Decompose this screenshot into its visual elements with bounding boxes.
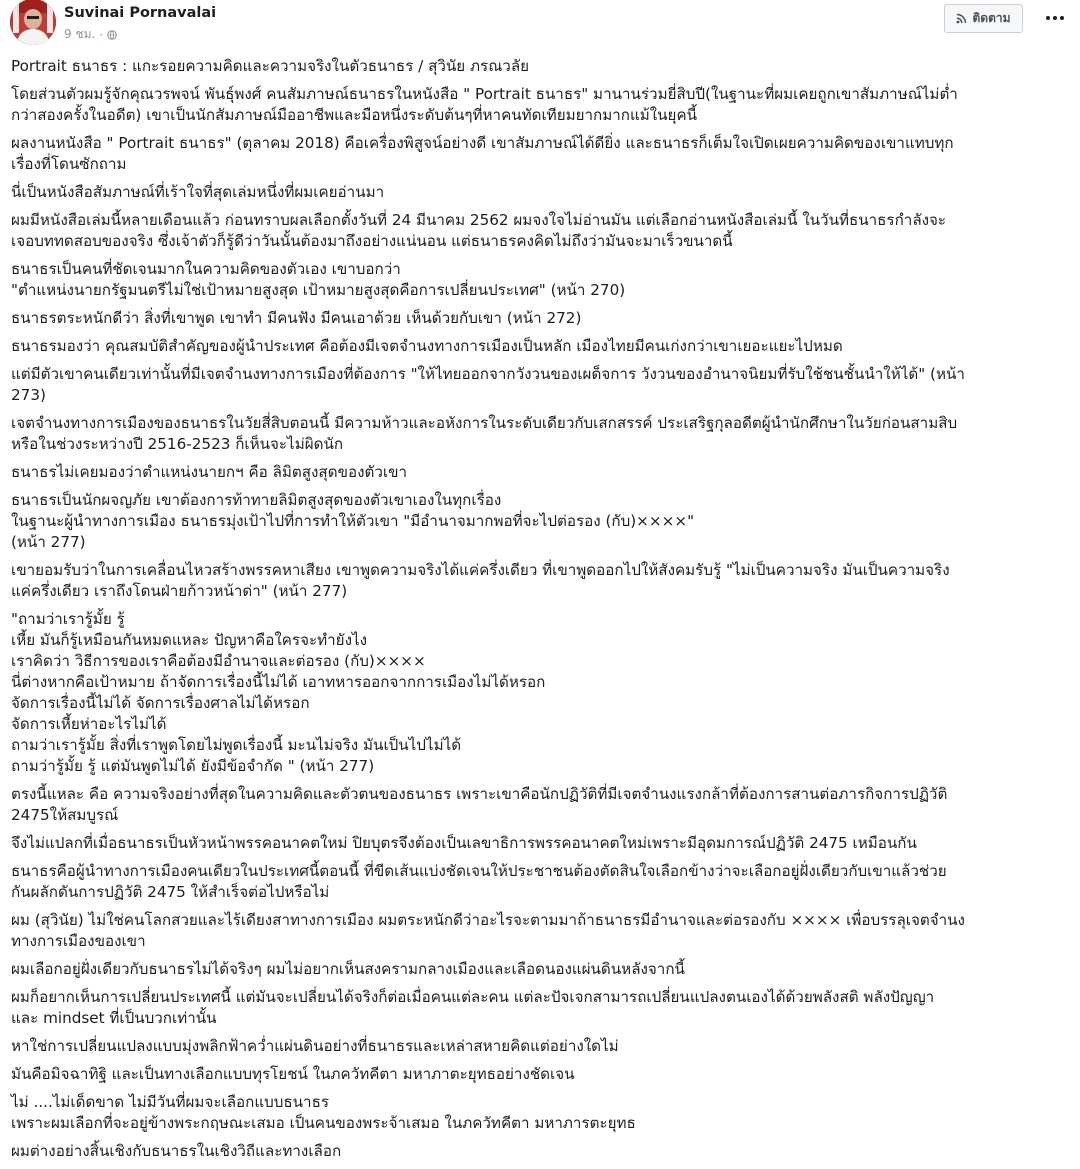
rss-icon (956, 13, 967, 24)
meta-separator: · (99, 27, 104, 42)
paragraph-line: จัดการเหี้ยห่าอะไรไม่ได้ (11, 715, 167, 733)
post-paragraph (11, 259, 1073, 301)
paragraph-line: ธนาธรตระหนักดีว่า สิ่งที่เขาพูด เขาทำ มีคนฟัง มีคนเอาด้วย เห็นด้วยกับเขา (หน้า 272) (11, 309, 582, 327)
paragraph-line: จึงไม่แปลกที่เมื่อธนาธรเป็นหัวหน้าพรรคอนาคตใหม่ ปิยบุตรจึงต้องเป็นเลขาธิการพรรคอนาคตใหม่เพราะมีอุดมการณ์ปฏิวัติ 2475 เหมือนกัน (11, 834, 917, 852)
post-paragraph (11, 336, 1073, 357)
paragraph-line: ธนาธรมองว่า คุณสมบัติสำคัญของผู้นำประเทศ คือต้องมีเจตจำนงทางการเมืองเป็นหลัก เมืองไทยมีคนเก่งกว่าเขาเยอะแยะไปหมด (11, 337, 843, 355)
paragraph-line: เรื่องที่โดนซักถาม (11, 155, 127, 173)
post-paragraph (11, 413, 1073, 455)
paragraph-line: ถามว่าเรารู้มั้ย สิ่งที่เราพูดโดยไม่พูดเรื่องนี้ มะนไม่จริง มันเป็นไปไม่ได้ (11, 736, 462, 754)
paragraph-line: ตรงนี้แหละ คือ ความจริงอย่างที่สุดในความคิดและตัวตนของธนาธร เพราะเขาคือนักปฏิวัติที่มีเจตจำนงแรงกล้าที่ต้องการสานต่อภารกิจการปฏิวัติ (11, 785, 948, 803)
post-paragraph (11, 833, 1073, 854)
paragraph-line: กว่าสองครั้งในอดีต) เขาเป็นนักสัมภาษณ์มืออาชีพและมือหนึ่งระดับต้นๆที่หาคนทัดเทียมยากมากแม้ในยุคนี้ (11, 106, 697, 124)
paragraph-line: กันผลักดันการปฏิวัติ 2475 ให้สำเร็จต่อไปหรือไม่ (11, 883, 330, 901)
paragraph-line: ธนาธรเป็นนักผจญภัย เขาต้องการท้าทายลิมิตสูงสุดของตัวเขาเองในทุกเรื่อง (11, 491, 502, 509)
post-body (11, 56, 1073, 1169)
paragraph-line: แต่มีตัวเขาคนเดียวเท่านั้นที่มีเจตจำนงทางการเมืองที่ต้องการ "ให้ไทยออกจากวังวนของเผด็จการ วังวนของอำนาจนิยมที่รับใช้ชนชั้นนำให้ได้" (หน้า (11, 365, 965, 383)
paragraph-line: ถามว่ารู้มั้ย รู้ แต่มันพูดไม่ได้ ยังมีข้อจำกัด " (หน้า 277) (11, 757, 375, 775)
post-paragraph (11, 987, 1073, 1029)
paragraph-line: นี่ต่างหากคือเป้าหมาย ถ้าจัดการเรื่องนี้ไม่ได้ เอาทหารออกจากการเมืองไม่ได้หรอก (11, 673, 546, 691)
paragraph-line: ผมก็อยากเห็นการเปลี่ยนประเทศนี้ แต่มันจะเปลี่ยนได้จริงก็ต่อเมื่อคนแต่ละคน แต่ละปัจเจกสามารถเปลี่ยนแปลงตนเองได้ด้วยพลังสติ พลังปัญญา (11, 988, 935, 1006)
paragraph-line: ธนาธรคือผู้นำทางการเมืองคนเดียวในประเทศนี้ตอนนี้ ที่ขีดเส้นแบ่งชัดเจนให้ประชาชนต้องตัดสินใจเลือกข้างว่าจะเลือกอยู่ฝั่งเดียวกับเขาแล้วช่วย (11, 862, 947, 880)
post-header (0, 0, 1080, 48)
post-paragraph (11, 308, 1073, 329)
post-paragraph (11, 210, 1073, 252)
post-paragraph (11, 609, 1073, 777)
post-paragraph (11, 182, 1073, 203)
paragraph-line: หาใช่การเปลี่ยนแปลงแบบมุ่งพลิกฟ้าคว่ำแผ่นดินอย่างที่ธนาธรและเหล่าสหายคิดแต่อย่างใดไม่ (11, 1037, 619, 1055)
paragraph-line: 273) (11, 386, 46, 404)
post-paragraph (11, 364, 1073, 406)
paragraph-line: ผมมีหนังสือเล่มนี้หลายเดือนแล้ว ก่อนทราบผลเลือกตั้งวันที่ 24 มีนาคม 2562 ผมจงใจไม่อ่านมัน แต่เลือกอ่านหนังสือเล่มนี้ ในวันที่ธนาธรกำลังจะ (11, 211, 947, 229)
paragraph-line: เขายอมรับว่าในการเคลื่อนไหวสร้างพรรคหาเสียง เขาพูดความจริงได้แค่ครึ่งเดียว ที่เขาพูดออกไปให้สังคมรับรู้ "ไม่เป็นความจริง มันเป็นความจริง (11, 561, 950, 579)
post-paragraph (11, 560, 1073, 602)
paragraph-line: "ตำแหน่งนายกรัฐมนตรีไม่ใช่เป้าหมายสูงสุด เป้าหมายสูงสุดคือการเปลี่ยนประเทศ" (หน้า 270) (11, 281, 626, 299)
paragraph-line: เจอบททดสอบของจริง ซึ่งเจ้าตัวก็รู้ดีว่าวันนั้นต้องมาถึงอย่างแน่นอน แต่ธนาธรคงคิดไม่ถึงว่ามันจะมาเร็วขนาดนี้ (11, 232, 733, 250)
post-paragraph (11, 133, 1073, 175)
more-options-button[interactable] (1040, 8, 1070, 28)
follow-button[interactable] (944, 4, 1023, 33)
more-dots-icon (1046, 16, 1064, 20)
paragraph-line: ผลงานหนังสือ " Portrait ธนาธร" (ตุลาคม 2018) คือเครื่องพิสูจน์อย่างดี เขาสัมภาษณ์ได้ดียิ่ง และธนาธรก็เต็มใจเปิดเผยความคิดของเขาแทบทุก (11, 134, 954, 152)
post-paragraph (11, 56, 1073, 77)
avatar[interactable] (10, 0, 56, 45)
paragraph-line: เจตจำนงทางการเมืองของธนาธรในวัยสี่สิบตอนนี้ มีความห้าวและอหังการในระดับเดียวกับเสกสรรค์ ประเสริฐกุลอดีตผู้นำนักศึกษาในวัยก่อนสามสิบ (11, 414, 958, 432)
paragraph-line: หรือในช่วงระหว่างปี 2516-2523 ก็เห็นจะไม่ผิดนัก (11, 435, 344, 453)
post-paragraph (11, 784, 1073, 826)
paragraph-line: ผมต่างอย่างสิ้นเชิงกับธนาธรในเชิงวิถีและทางเลือก (11, 1142, 342, 1160)
paragraph-line: ไม่ ....ไม่เด็ดขาด ไม่มีวันที่ผมจะเลือกแบบธนาธร (11, 1093, 329, 1111)
paragraph-line: มันคือมิจฉาทิฐิ และเป็นทางเลือกแบบทุรโยชน์ ในภควัทคีตา มหาภาตะยุทธอย่างชัดเจน (11, 1065, 575, 1083)
globe-icon (107, 30, 117, 40)
post-paragraph (11, 910, 1073, 952)
paragraph-line: นี่เป็นหนังสือสัมภาษณ์ที่เร้าใจที่สุดเล่มหนึ่งที่ผมเคยอ่านมา (11, 183, 385, 201)
post-paragraph (11, 490, 1073, 553)
paragraph-line: "ถามว่าเรารู้มั้ย รู้ (11, 610, 125, 628)
paragraph-line: แค่ครึ่งเดียว เราถึงโดนฝ่ายก้าวหน้าด่า" (หน้า 277) (11, 582, 348, 600)
post-meta (64, 25, 117, 44)
paragraph-line: ผม (สุวินัย) ไม่ใช่คนโลกสวยและไร้เดียงสาทางการเมือง ผมตระหนักดีว่าอะไรจะตามมาถ้าธนาธรมีอำนาจและต่อรองกับ ×××× เพื่อบรรลุเจตจำนง (11, 911, 965, 929)
paragraph-line: เพราะผมเลือกที่จะอยู่ข้างพระกฤษณะเสมอ เป็นคนของพระจ้าเสมอ ในภควัทคีตา มหาภารตะยุทธ (11, 1114, 636, 1132)
post-paragraph (11, 1092, 1073, 1134)
post-paragraph (11, 84, 1073, 126)
follow-label: ติดตาม (972, 11, 1011, 25)
author-name[interactable]: Suvinai Pornavalai (64, 5, 217, 21)
paragraph-line: ผมเลือกอยู่ฝั่งเดียวกับธนาธรไม่ได้จริงๆ ผมไม่อยากเห็นสงครามกลางเมืองและเลือดนองแผ่นดินหลังจากนี้ (11, 960, 685, 978)
post-paragraph (11, 959, 1073, 980)
paragraph-line: (หน้า 277) (11, 533, 86, 551)
paragraph-line: ธนาธรเป็นคนที่ชัดเจนมากในความคิดของตัวเอง เขาบอกว่า (11, 260, 401, 278)
paragraph-line: ธนาธรไม่เคยมองว่าตำแหน่งนายกฯ คือ ลิมิตสูงสุดของตัวเขา (11, 463, 407, 481)
paragraph-line: 2475ให้สมบูรณ์ (11, 806, 119, 824)
paragraph-line: ทางการเมืองของเขา (11, 932, 146, 950)
paragraph-line: เหี้ย มันก็รู้เหมือนกันหมดแหละ ปัญหาคือใครจะทำยังไง (11, 631, 368, 649)
post-paragraph (11, 1141, 1073, 1162)
paragraph-line: Portrait ธนาธร : แกะรอยความคิดและความจริงในตัวธนาธร / สุวินัย ภรณวลัย (11, 57, 530, 75)
post-paragraph (11, 1064, 1073, 1085)
paragraph-line: และ mindset ที่เป็นบวกเท่านั้น (11, 1009, 217, 1027)
post-paragraph (11, 861, 1073, 903)
paragraph-line: โดยส่วนตัวผมรู้จักคุณวรพจน์ พันธุ์พงศ์ คนสัมภาษณ์ธนาธรในหนังสือ " Portrait ธนาธร" มานานร่วมยี่สิบปี(ในฐานะที่ผมเคยถูกเขาสัมภาษณ์ไม่ต่ำ (11, 85, 958, 103)
paragraph-line: ในฐานะผู้นำทางการเมือง ธนาธรมุ่งเป้าไปที่การทำให้ตัวเขา "มีอำนาจมากพอที่จะไปต่อรอง (กับ)××××" (11, 512, 695, 530)
paragraph-line: จัดการเรื่องนี้ไม่ได้ จัดการเรื่องศาลไม่ได้หรอก (11, 694, 310, 712)
paragraph-line: เราคิดว่า วิธีการของเราคือต้องมีอำนาจและต่อรอง (กับ)×××× (11, 652, 426, 670)
post-paragraph (11, 462, 1073, 483)
post-time[interactable]: 9 ชม. (64, 27, 96, 41)
avatar-image-icon (10, 0, 56, 45)
post-paragraph (11, 1036, 1073, 1057)
